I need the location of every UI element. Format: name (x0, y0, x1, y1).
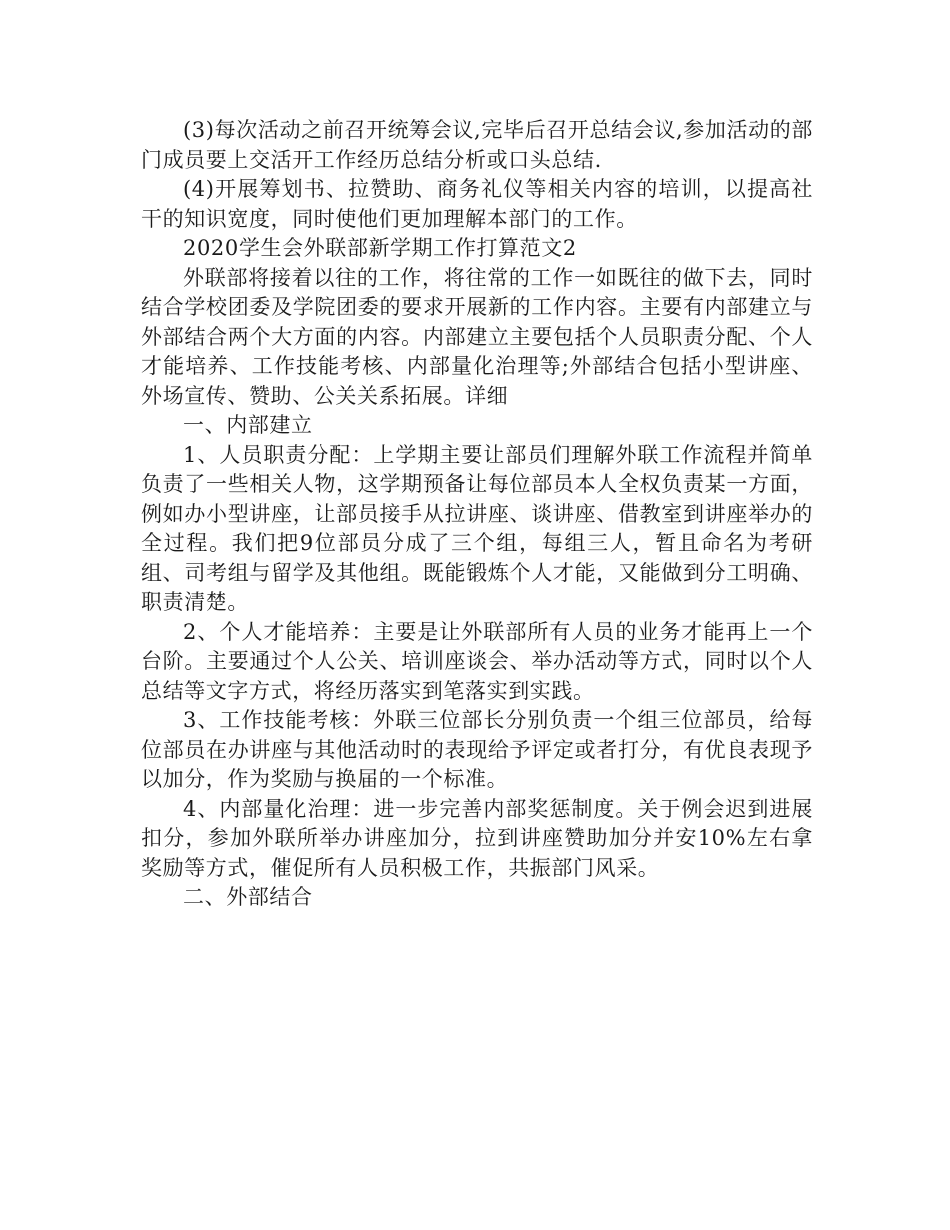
section-title: 2020学生会外联部新学期工作打算范文2 (183, 236, 577, 260)
heading-external-integration: 二、外部结合 (183, 885, 313, 909)
paragraph-skill-assessment: 3、工作技能考核：外联三位部长分别负责一个组三位部员，给每位部员在办讲座与其他活动时的表现给予评定或者打分，有优良表现予以加分，作为奖励与换届的一个标准。 (141, 708, 813, 791)
paragraph-item-4: (4)开展筹划书、拉赞助、商务礼仪等相关内容的培训，以提高社干的知识宽度，同时使他们更加理解本部门的工作。 (141, 177, 813, 231)
intro-paragraph: 外联部将接着以往的工作，将往常的工作一如既往的做下去，同时结合学校团委及学院团委的要求开展新的工作内容。主要有内部建立与外部结合两个大方面的内容。内部建立主要包括个人员职责分配、个人才能培养、工作技能考核、内部量化治理等;外部结合包括小型讲座、外场宣传、赞助、公关关系拓展。详细 (141, 265, 813, 408)
paragraph-quantified-management: 4、内部量化治理：进一步完善内部奖惩制度。关于例会迟到进展扣分，参加外联所举办讲座加分，拉到讲座赞助加分并安10%左右拿奖励等方式，催促所有人员积极工作，共振部门风采。 (141, 796, 813, 880)
document-body (141, 116, 813, 913)
paragraph-talent-training: 2、个人才能培养：主要是让外联部所有人员的业务才能再上一个台阶。主要通过个人公关、培训座谈会、举办活动等方式，同时以个人总结等文字方式，将经历落实到笔落实到实践。 (141, 619, 813, 703)
heading-internal-building: 一、内部建立 (183, 413, 313, 437)
paragraph-staff-duty: 1、人员职责分配：上学期主要让部员们理解外联工作流程并简单负责了一些相关人物，这学期预备让每位部员本人全权负责某一方面，例如办小型讲座，让部员接手从拉讲座、谈讲座、借教室到讲座举办的全过程。我们把9位部员分成了三个组，每组三人，暂且命名为考研组、司考组与留学及其他组。既能锻炼个人才能，又能做到分工明确、职责清楚。 (141, 442, 813, 614)
paragraph-item-3: (3)每次活动之前召开统筹会议,完毕后召开总结会议,参加活动的部门成员要上交活开工作经历总结分析或口头总结. (141, 118, 813, 172)
